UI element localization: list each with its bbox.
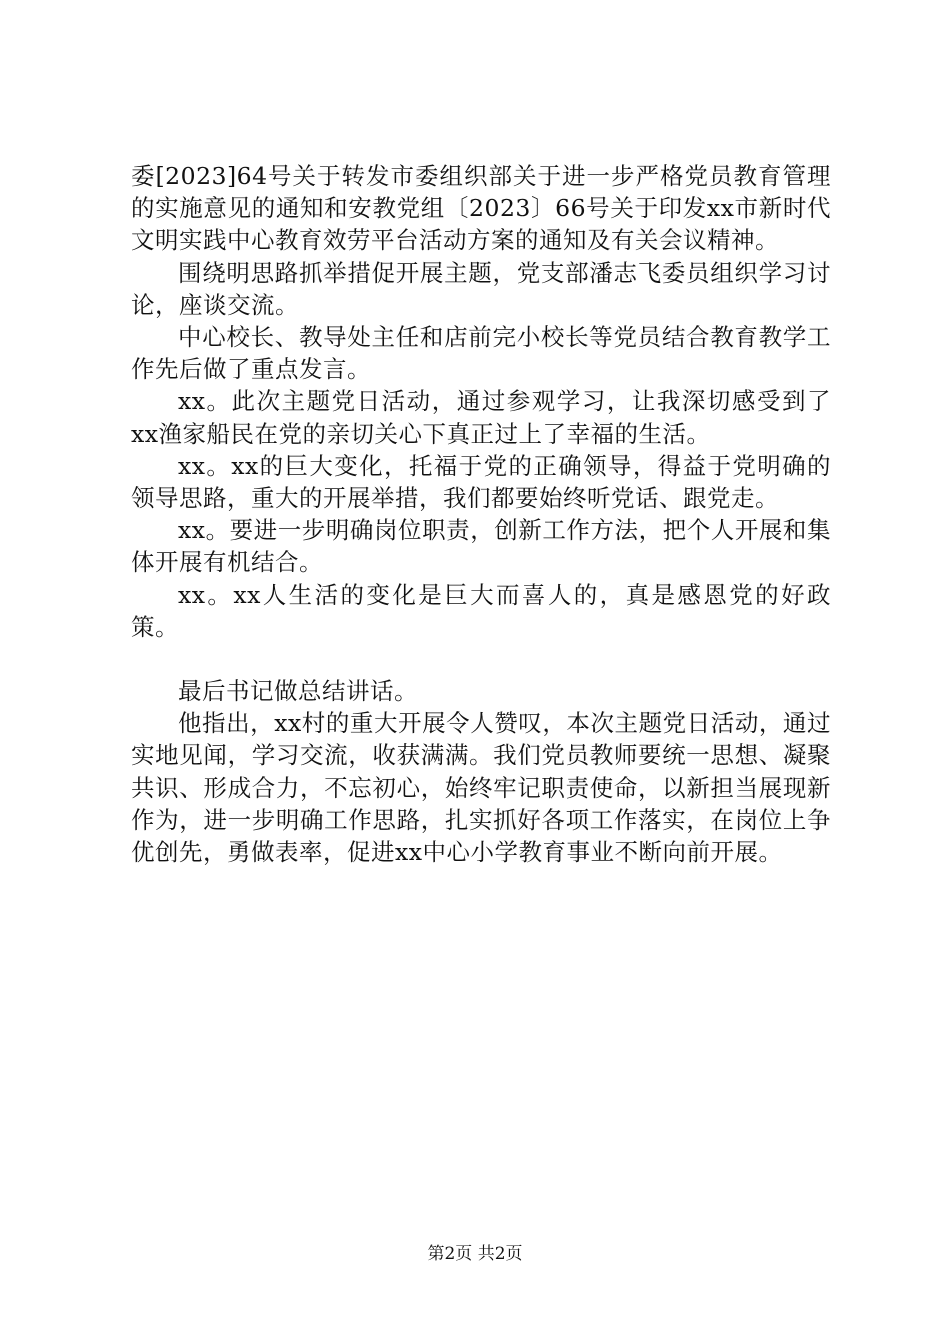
paragraph-summary: 他指出，xx村的重大开展令人赞叹，本次主题党日活动，通过实地见闻，学习交流，收获满满。我们党员教师要统一思想、凝聚共识、形成合力，不忘初心，始终牢记职责使命，以新担当展现新作为，进一步明确工作思路，扎实抓好各项工作落实，在岗位上争优创先，勇做表率，促进xx中心小学教育事业不断向前开展。	[131, 709, 831, 867]
paragraph-remark-4: xx。xx人生活的变化是巨大而喜人的，真是感恩党的好政策。	[131, 580, 831, 641]
paragraph-discussion: 围绕明思路抓举措促开展主题，党支部潘志飞委员组织学习讨论，座谈交流。	[131, 258, 831, 319]
paragraph-remark-1: xx。此次主题党日活动，通过参观学习，让我深切感受到了xx渔家船民在党的亲切关心下真正过上了幸福的生活。	[131, 387, 831, 448]
paragraph-summary-intro: 最后书记做总结讲话。	[178, 677, 418, 706]
paragraph-speeches: 中心校长、教导处主任和店前完小校长等党员结合教育教学工作先后做了重点发言。	[131, 323, 831, 384]
document-body	[131, 160, 831, 868]
paragraph-remark-2: xx。xx的巨大变化，托福于党的正确领导，得益于党明确的领导思路，重大的开展举措，我们都要始终听党话、跟党走。	[131, 451, 831, 513]
paragraph-remark-3: xx。要进一步明确岗位职责，创新工作方法，把个人开展和集体开展有机结合。	[131, 516, 831, 577]
paragraph-continuation: 委[2023]64号关于转发市委组织部关于进一步严格党员教育管理的实施意见的通知和安教党组〔2023〕66号关于印发xx市新时代文明实践中心教育效劳平台活动方案的通知及有关会议精神。	[131, 162, 831, 255]
page-number-footer: 第2页 共2页	[427, 1244, 523, 1264]
